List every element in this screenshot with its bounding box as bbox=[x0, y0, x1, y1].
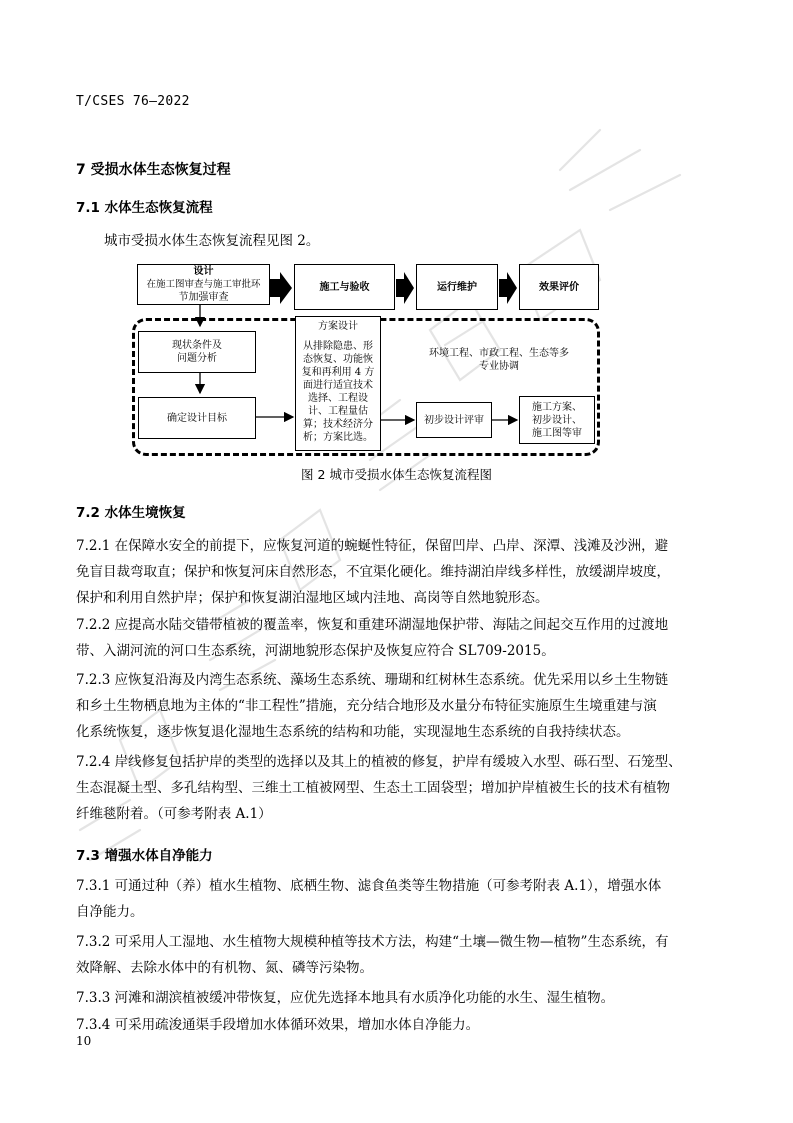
paragraph-7-2-2 bbox=[76, 612, 712, 664]
plan-line: 从排除隐患、形 bbox=[303, 341, 373, 352]
plan-line: 选择、工程设 bbox=[308, 393, 368, 404]
text-line: 带、入湖河流的河口生态系统，河湖地貌形态保护及恢复应符合 SL709-2015。 bbox=[76, 643, 555, 659]
stage-arrow-1 bbox=[270, 272, 292, 304]
coordination-line-2: 专业协调 bbox=[479, 361, 519, 372]
text-line: 自净能力。 bbox=[76, 904, 144, 920]
text-line: 化系统恢复，逐步恢复退化湿地生态系统的结构和功能，实现湿地生态系统的自我持续状态。 bbox=[76, 724, 630, 740]
paragraph-7-3-1 bbox=[76, 873, 712, 925]
plan-line: 复和再利用 4 方 bbox=[301, 367, 375, 378]
stage-arrow-2 bbox=[396, 272, 414, 304]
plan-line: 计、工程量估 bbox=[308, 406, 368, 417]
status-analysis-line-1: 现状条件及 bbox=[172, 340, 222, 351]
text-line: 免盲目裁弯取直；保护和恢复河床自然形态，不宜渠化硬化。维持湖泊岸线多样性，放缓湖岸坡度， bbox=[76, 564, 670, 580]
documents-review-box bbox=[519, 396, 595, 444]
section-7-2-title: 7.2 水体生境恢复 bbox=[76, 505, 186, 521]
stage-construction-label: 施工与验收 bbox=[319, 281, 370, 293]
stage-evaluation-box bbox=[519, 264, 599, 310]
stage-design-box bbox=[137, 264, 270, 305]
coordination-note bbox=[414, 347, 584, 373]
coordination-line-1: 环境工程、市政工程、生态等多 bbox=[429, 348, 569, 359]
status-analysis-box bbox=[138, 331, 256, 373]
text-line: 7.3.1 可通过种（养）植水生植物、底栖生物、滤食鱼类等生物措施（可参考附表 A.1），增强水体 bbox=[76, 878, 662, 894]
section-7-title: 7 受损水体生态恢复过程 bbox=[76, 162, 231, 178]
text-line: 纤维毯附着。（可参考附表 A.1） bbox=[76, 806, 272, 822]
documents-line: 初步设计、 bbox=[532, 414, 582, 426]
page-number: 10 bbox=[76, 1034, 92, 1048]
stage-design-note-2: 节加强审查 bbox=[178, 292, 229, 303]
plan-design-box bbox=[295, 316, 381, 451]
text-line: 7.2.3 应恢复沿海及内湾生态系统、藻场生态系统、珊瑚和红树林生态系统。优先采用以乡土生物链 bbox=[76, 672, 669, 688]
section-7-1-intro: 城市受损水体生态恢复流程见图 2。 bbox=[104, 233, 320, 249]
stage-operation-label: 运行维护 bbox=[437, 281, 477, 293]
stage-operation-box bbox=[416, 264, 498, 310]
paragraph-7-2-4 bbox=[76, 749, 712, 827]
document-code: T/CSES 76—2022 bbox=[76, 94, 190, 109]
text-line: 7.2.1 在保障水安全的前提下，应恢复河道的蜿蜒性特征，保留凹岸、凸岸、深潭、浅滩及沙洲，避 bbox=[76, 538, 669, 554]
text-line: 效降解、去除水体中的有机物、氮、磷等污染物。 bbox=[76, 960, 373, 976]
text-line: 7.3.2 可采用人工湿地、水生植物大规模种植等技术方法，构建“土壤—微生物—植物”生态系统，有 bbox=[76, 934, 669, 950]
stage-design-title: 设计 bbox=[193, 266, 214, 277]
section-7-3-title: 7.3 增强水体自净能力 bbox=[76, 848, 213, 864]
text-line: 7.3.3 河滩和湖滨植被缓冲带恢复，应优先选择本地具有水质净化功能的水生、湿生植物。 bbox=[76, 990, 615, 1006]
text-line: 生态混凝土型、多孔结构型、三维土工植被网型、生态土工固袋型；增加护岸植被生长的技术有植物 bbox=[76, 780, 670, 796]
text-line: 7.3.4 可采用疏浚通渠手段增加水体循环效果，增加水体自净能力。 bbox=[76, 1017, 480, 1033]
section-7-1-title: 7.1 水体生态恢复流程 bbox=[76, 200, 213, 216]
preliminary-review-box bbox=[416, 402, 492, 438]
plan-line: 态恢复、功能恢 bbox=[303, 354, 373, 365]
plan-design-title: 方案设计 bbox=[318, 321, 358, 332]
documents-line: 施工方案、 bbox=[532, 401, 582, 413]
design-target-box bbox=[138, 397, 256, 439]
text-line: 保护和利用自然护岸；保护和恢复湖泊湿地区域内洼地、高岗等自然地貌形态。 bbox=[76, 590, 549, 606]
plan-line: 算；技术经济分 bbox=[303, 419, 373, 430]
plan-line: 面进行适宜技术 bbox=[303, 380, 373, 391]
text-line: 7.2.2 应提高水陆交错带植被的覆盖率，恢复和重建环湖湿地保护带、海陆之间起交互作用的过渡地 bbox=[76, 617, 669, 633]
paragraph-7-2-3 bbox=[76, 667, 712, 745]
preliminary-review-label: 初步设计评审 bbox=[424, 414, 484, 426]
status-analysis-line-2: 问题分析 bbox=[177, 353, 217, 364]
stage-evaluation-label: 效果评价 bbox=[539, 281, 579, 293]
stage-design-note-1: 在施工图审查与施工审批环 bbox=[146, 279, 261, 290]
paragraph-7-3-2 bbox=[76, 929, 712, 981]
figure-caption: 图 2 城市受损水体生态恢复流程图 bbox=[301, 467, 492, 482]
paragraph-7-3-4 bbox=[76, 1012, 712, 1038]
stage-construction-box bbox=[294, 264, 395, 310]
paragraph-7-3-3 bbox=[76, 985, 712, 1011]
documents-line: 施工图等审 bbox=[532, 427, 582, 439]
design-target-label: 确定设计目标 bbox=[167, 412, 227, 424]
stage-arrow-3 bbox=[499, 272, 517, 304]
plan-line: 析；方案比选。 bbox=[303, 432, 373, 443]
paragraph-7-2-1 bbox=[76, 533, 712, 611]
text-line: 和乡土生物栖息地为主体的“非工程性”措施，充分结合地形及水量分布特征实施原生生境重建与演 bbox=[76, 698, 657, 714]
text-line: 7.2.4 岸线修复包括护岸的类型的选择以及其上的植被的修复，护岸有缓坡入水型、砾石型、石笼型、 bbox=[76, 754, 682, 770]
